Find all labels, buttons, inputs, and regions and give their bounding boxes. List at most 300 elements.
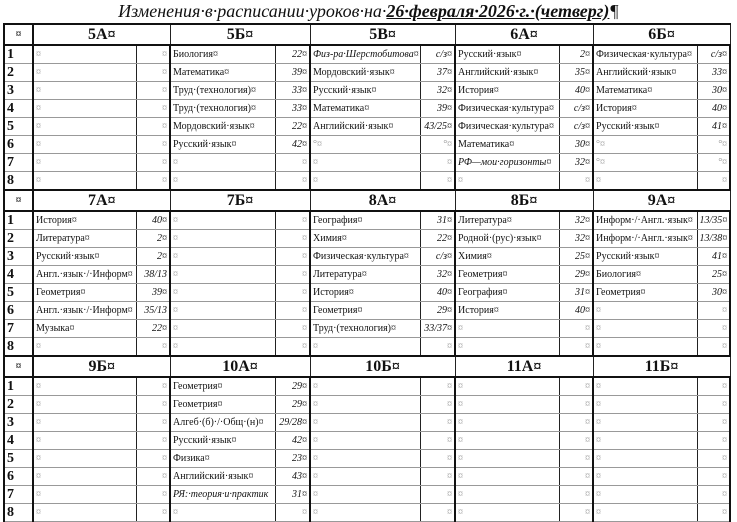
room-cell[interactable]: 23¤ — [275, 450, 310, 468]
subject-cell[interactable]: Физика¤ — [170, 450, 275, 468]
subject-cell[interactable]: ¤ — [170, 172, 275, 191]
room-cell[interactable]: ¤ — [420, 396, 455, 414]
lesson-number: 6 — [4, 136, 33, 154]
subject-cell[interactable]: Физическая·культура¤ — [310, 248, 420, 266]
subject-cell[interactable]: Русский·язык¤ — [455, 45, 559, 64]
room-cell[interactable]: 13/35¤ — [697, 211, 730, 230]
room-cell[interactable]: ¤ — [275, 230, 310, 248]
subject-cell[interactable]: Математика¤ — [593, 82, 697, 100]
lesson-row — [4, 266, 730, 284]
class-header: 9А¤ — [593, 190, 730, 211]
room-cell[interactable]: ¤ — [136, 45, 170, 64]
subject-cell[interactable]: Литература¤ — [455, 211, 559, 230]
room-cell[interactable]: ¤ — [136, 172, 170, 191]
room-cell[interactable]: ¤ — [275, 154, 310, 172]
subject-cell[interactable]: ¤ — [455, 450, 559, 468]
subject-cell[interactable]: РЯ:·теория·и·практик — [170, 486, 275, 504]
room-cell[interactable]: ¤ — [559, 504, 593, 522]
room-cell[interactable]: ¤ — [697, 396, 730, 414]
room-cell[interactable]: ¤ — [136, 414, 170, 432]
subject-cell[interactable]: Русский·язык¤ — [310, 82, 420, 100]
room-cell[interactable]: °¤ — [697, 136, 730, 154]
subject-cell[interactable]: ¤ — [310, 468, 420, 486]
lesson-number: 2 — [4, 64, 33, 82]
room-cell[interactable]: ¤ — [559, 377, 593, 396]
subject-cell[interactable]: ¤ — [593, 320, 697, 338]
room-cell[interactable]: 13/38¤ — [697, 230, 730, 248]
room-cell[interactable]: ¤ — [275, 211, 310, 230]
room-cell[interactable]: 33¤ — [697, 64, 730, 82]
room-cell[interactable]: ¤ — [697, 338, 730, 357]
subject-cell[interactable]: История¤ — [455, 302, 559, 320]
room-cell[interactable]: ¤ — [136, 504, 170, 522]
lesson-row — [4, 136, 730, 154]
lesson-row — [4, 211, 730, 230]
lesson-number: 1 — [4, 45, 33, 64]
subject-cell[interactable]: Физ-ра·Шерстобитова¤ — [310, 45, 420, 64]
subject-cell[interactable]: ¤ — [33, 338, 136, 357]
subject-cell[interactable]: Математика¤ — [310, 100, 420, 118]
room-cell[interactable]: 2¤ — [559, 45, 593, 64]
lesson-row — [4, 320, 730, 338]
page-title — [0, 0, 737, 24]
subject-cell[interactable]: ¤ — [593, 450, 697, 468]
class-header: 6А¤ — [455, 24, 593, 45]
lesson-number: 2 — [4, 230, 33, 248]
room-cell[interactable]: 35¤ — [559, 64, 593, 82]
subject-cell[interactable]: Биология¤ — [170, 45, 275, 64]
lesson-number: 5 — [4, 284, 33, 302]
room-cell[interactable]: с/з¤ — [420, 45, 455, 64]
room-cell[interactable]: 40¤ — [136, 211, 170, 230]
subject-cell[interactable]: ¤ — [593, 414, 697, 432]
class-header-row — [4, 356, 730, 377]
subject-cell[interactable]: Русский·язык¤ — [33, 248, 136, 266]
room-cell[interactable]: ¤ — [697, 468, 730, 486]
subject-cell[interactable]: Английский·язык¤ — [455, 64, 559, 82]
corner-cell: ¤ — [4, 356, 33, 377]
subject-cell[interactable]: Математика¤ — [455, 136, 559, 154]
lesson-number: 1 — [4, 377, 33, 396]
subject-cell[interactable]: ¤ — [33, 64, 136, 82]
subject-cell[interactable]: Геометрия¤ — [170, 377, 275, 396]
subject-cell[interactable]: Англ.·язык·/·Информ¤ — [33, 302, 136, 320]
subject-cell[interactable]: Геометрия¤ — [170, 396, 275, 414]
subject-cell[interactable]: ¤ — [33, 82, 136, 100]
room-cell[interactable]: 22¤ — [275, 45, 310, 64]
subject-cell[interactable]: ¤ — [33, 100, 136, 118]
subject-cell[interactable]: Труд·(технология)¤ — [170, 82, 275, 100]
room-cell[interactable]: ¤ — [136, 64, 170, 82]
room-cell[interactable]: 22¤ — [275, 118, 310, 136]
room-cell[interactable]: 32¤ — [559, 230, 593, 248]
room-cell[interactable]: ¤ — [559, 450, 593, 468]
subject-cell[interactable]: Английский·язык¤ — [310, 118, 420, 136]
room-cell[interactable]: 38/13 — [136, 266, 170, 284]
lesson-number: 7 — [4, 486, 33, 504]
subject-cell[interactable]: История¤ — [33, 211, 136, 230]
subject-cell[interactable]: ¤ — [170, 302, 275, 320]
subject-cell[interactable]: ¤ — [593, 172, 697, 191]
subject-cell[interactable]: ¤ — [310, 414, 420, 432]
room-cell[interactable]: 25¤ — [697, 266, 730, 284]
room-cell[interactable]: °¤ — [697, 154, 730, 172]
lesson-row — [4, 248, 730, 266]
subject-cell[interactable]: ¤ — [455, 504, 559, 522]
room-cell[interactable]: ¤ — [420, 504, 455, 522]
subject-cell[interactable]: Литература¤ — [33, 230, 136, 248]
subject-cell[interactable]: Биология¤ — [593, 266, 697, 284]
subject-cell[interactable]: ¤ — [170, 266, 275, 284]
class-header: 9Б¤ — [33, 356, 170, 377]
room-cell[interactable]: ¤ — [697, 504, 730, 522]
room-cell[interactable]: 30¤ — [697, 284, 730, 302]
room-cell[interactable]: ¤ — [697, 377, 730, 396]
subject-cell[interactable]: География¤ — [310, 211, 420, 230]
subject-cell[interactable]: Труд·(технология)¤ — [170, 100, 275, 118]
subject-cell[interactable]: Информ·/·Англ.·язык¤ — [593, 230, 697, 248]
subject-cell[interactable]: Физическая·культура¤ — [593, 45, 697, 64]
title-date: 26·февраля·2026·г.·(четверг) — [386, 1, 610, 21]
subject-cell[interactable]: ¤ — [593, 432, 697, 450]
room-cell[interactable]: ¤ — [136, 136, 170, 154]
lesson-number: 1 — [4, 211, 33, 230]
subject-cell[interactable]: Русский·язык¤ — [170, 432, 275, 450]
subject-cell[interactable]: ¤ — [310, 504, 420, 522]
subject-cell[interactable]: История¤ — [455, 82, 559, 100]
room-cell[interactable]: 29¤ — [275, 377, 310, 396]
subject-cell[interactable]: °¤ — [593, 136, 697, 154]
lesson-number: 4 — [4, 266, 33, 284]
schedule-table — [3, 23, 731, 522]
room-cell[interactable]: 35/13 — [136, 302, 170, 320]
room-cell[interactable]: ¤ — [275, 172, 310, 191]
room-cell[interactable]: 22¤ — [136, 320, 170, 338]
room-cell[interactable]: 29¤ — [420, 302, 455, 320]
lesson-number: 7 — [4, 154, 33, 172]
room-cell[interactable]: ¤ — [420, 377, 455, 396]
room-cell[interactable]: 25¤ — [559, 248, 593, 266]
room-cell[interactable]: 40¤ — [697, 100, 730, 118]
room-cell[interactable]: 31¤ — [275, 486, 310, 504]
subject-cell[interactable]: ¤ — [33, 414, 136, 432]
room-cell[interactable]: 29/28¤ — [275, 414, 310, 432]
pilcrow-mark: ¶ — [609, 1, 619, 21]
class-header-row — [4, 24, 730, 45]
subject-cell[interactable]: ¤ — [310, 486, 420, 504]
room-cell[interactable]: ¤ — [136, 118, 170, 136]
room-cell[interactable]: ¤ — [136, 486, 170, 504]
room-cell[interactable]: ¤ — [420, 468, 455, 486]
subject-cell[interactable]: ¤ — [455, 468, 559, 486]
subject-cell[interactable]: ¤ — [33, 377, 136, 396]
room-cell[interactable]: 31¤ — [559, 284, 593, 302]
subject-cell[interactable]: Химия¤ — [310, 230, 420, 248]
subject-cell[interactable]: ¤ — [33, 504, 136, 522]
lesson-row — [4, 154, 730, 172]
room-cell[interactable]: ¤ — [136, 432, 170, 450]
subject-cell[interactable]: ¤ — [33, 396, 136, 414]
class-header: 5А¤ — [33, 24, 170, 45]
subject-cell[interactable]: ¤ — [33, 486, 136, 504]
subject-cell[interactable]: Английский·язык¤ — [593, 64, 697, 82]
subject-cell[interactable]: Русский·язык¤ — [593, 248, 697, 266]
class-header: 10А¤ — [170, 356, 310, 377]
room-cell[interactable]: ¤ — [697, 432, 730, 450]
class-header: 11Б¤ — [593, 356, 730, 377]
room-cell[interactable]: 40¤ — [559, 302, 593, 320]
subject-cell[interactable]: ¤ — [310, 338, 420, 357]
room-cell[interactable]: 43¤ — [275, 468, 310, 486]
subject-cell[interactable]: История¤ — [593, 100, 697, 118]
room-cell[interactable]: ¤ — [136, 450, 170, 468]
lesson-row — [4, 396, 730, 414]
room-cell[interactable]: 31¤ — [420, 211, 455, 230]
room-cell[interactable]: 43/25¤ — [420, 118, 455, 136]
lesson-number: 6 — [4, 468, 33, 486]
lesson-number: 2 — [4, 396, 33, 414]
subject-cell[interactable]: ¤ — [33, 118, 136, 136]
room-cell[interactable]: 32¤ — [420, 266, 455, 284]
room-cell[interactable]: ¤ — [275, 284, 310, 302]
room-cell[interactable]: ¤ — [559, 468, 593, 486]
room-cell[interactable]: 30¤ — [559, 136, 593, 154]
subject-cell[interactable]: Физическая·культура¤ — [455, 118, 559, 136]
room-cell[interactable]: 30¤ — [697, 82, 730, 100]
subject-cell[interactable]: ¤ — [455, 172, 559, 191]
room-cell[interactable]: 40¤ — [559, 82, 593, 100]
room-cell[interactable]: ¤ — [275, 338, 310, 357]
room-cell[interactable]: 29¤ — [275, 396, 310, 414]
subject-cell[interactable]: Родной·(рус)·язык¤ — [455, 230, 559, 248]
room-cell[interactable]: ¤ — [697, 450, 730, 468]
subject-cell[interactable]: ¤ — [593, 504, 697, 522]
subject-cell[interactable]: ¤ — [170, 230, 275, 248]
subject-cell[interactable]: Физическая·культура¤ — [455, 100, 559, 118]
room-cell[interactable]: 2¤ — [136, 230, 170, 248]
subject-cell[interactable]: ¤ — [455, 414, 559, 432]
subject-cell[interactable]: Английский·язык¤ — [170, 468, 275, 486]
room-cell[interactable]: 33¤ — [275, 100, 310, 118]
subject-cell[interactable]: ¤ — [310, 450, 420, 468]
subject-cell[interactable]: Русский·язык¤ — [593, 118, 697, 136]
subject-cell[interactable]: ¤ — [310, 377, 420, 396]
subject-cell[interactable]: ¤ — [170, 284, 275, 302]
room-cell[interactable]: ¤ — [136, 338, 170, 357]
lesson-row — [4, 118, 730, 136]
room-cell[interactable]: ¤ — [275, 504, 310, 522]
subject-cell[interactable]: Литература¤ — [310, 266, 420, 284]
room-cell[interactable]: ¤ — [420, 432, 455, 450]
room-cell[interactable]: ¤ — [697, 172, 730, 191]
lesson-row — [4, 230, 730, 248]
subject-cell[interactable]: ¤ — [33, 450, 136, 468]
room-cell[interactable]: ¤ — [697, 486, 730, 504]
room-cell[interactable]: с/з¤ — [697, 45, 730, 64]
lesson-row — [4, 45, 730, 64]
lesson-number: 6 — [4, 302, 33, 320]
subject-cell[interactable]: Математика¤ — [170, 64, 275, 82]
subject-cell[interactable]: Геометрия¤ — [593, 284, 697, 302]
subject-cell[interactable]: Геометрия¤ — [310, 302, 420, 320]
lesson-number: 8 — [4, 504, 33, 522]
subject-cell[interactable]: ¤ — [310, 172, 420, 191]
room-cell[interactable]: ¤ — [136, 82, 170, 100]
subject-cell[interactable]: Мордовский·язык¤ — [170, 118, 275, 136]
class-header: 8Б¤ — [455, 190, 593, 211]
lesson-row — [4, 82, 730, 100]
room-cell[interactable]: ¤ — [559, 172, 593, 191]
subject-cell[interactable]: ¤ — [310, 432, 420, 450]
room-cell[interactable]: 42¤ — [275, 432, 310, 450]
lesson-row — [4, 64, 730, 82]
room-cell[interactable]: 39¤ — [136, 284, 170, 302]
subject-cell[interactable]: Информ·/·Англ.·язык¤ — [593, 211, 697, 230]
subject-cell[interactable]: ¤ — [455, 320, 559, 338]
subject-cell[interactable]: ¤ — [170, 338, 275, 357]
subject-cell[interactable]: ¤ — [593, 302, 697, 320]
room-cell[interactable]: 32¤ — [559, 211, 593, 230]
lesson-row — [4, 432, 730, 450]
room-cell[interactable]: °¤ — [420, 136, 455, 154]
subject-cell[interactable]: ¤ — [170, 248, 275, 266]
class-header: 5В¤ — [310, 24, 455, 45]
lesson-number: 3 — [4, 414, 33, 432]
subject-cell[interactable]: ¤ — [455, 396, 559, 414]
subject-cell[interactable]: ¤ — [33, 154, 136, 172]
room-cell[interactable]: ¤ — [697, 302, 730, 320]
room-cell[interactable]: ¤ — [136, 154, 170, 172]
room-cell[interactable]: ¤ — [136, 100, 170, 118]
title-prefix: Изменения·в·расписании·уроков·на· — [118, 1, 387, 21]
subject-cell[interactable]: °¤ — [310, 136, 420, 154]
subject-cell[interactable]: ¤ — [593, 396, 697, 414]
subject-cell[interactable]: Химия¤ — [455, 248, 559, 266]
room-cell[interactable]: с/з¤ — [420, 248, 455, 266]
subject-cell[interactable]: Геометрия¤ — [455, 266, 559, 284]
lesson-row — [4, 450, 730, 468]
class-header: 7А¤ — [33, 190, 170, 211]
subject-cell[interactable]: ¤ — [310, 154, 420, 172]
room-cell[interactable]: ¤ — [275, 266, 310, 284]
room-cell[interactable]: ¤ — [420, 486, 455, 504]
lesson-row — [4, 338, 730, 357]
room-cell[interactable]: ¤ — [136, 396, 170, 414]
subject-cell[interactable]: ¤ — [310, 396, 420, 414]
subject-cell[interactable]: ¤ — [593, 468, 697, 486]
lesson-number: 3 — [4, 82, 33, 100]
subject-cell[interactable]: ¤ — [455, 377, 559, 396]
room-cell[interactable]: ¤ — [559, 396, 593, 414]
room-cell[interactable]: ¤ — [420, 450, 455, 468]
room-cell[interactable]: 32¤ — [559, 154, 593, 172]
room-cell[interactable]: 41¤ — [697, 118, 730, 136]
lesson-number: 4 — [4, 432, 33, 450]
room-cell[interactable]: 32¤ — [420, 82, 455, 100]
room-cell[interactable]: 29¤ — [559, 266, 593, 284]
subject-cell[interactable]: ¤ — [593, 486, 697, 504]
class-header: 10Б¤ — [310, 356, 455, 377]
subject-cell[interactable]: ¤ — [455, 338, 559, 357]
room-cell[interactable]: ¤ — [420, 414, 455, 432]
room-cell[interactable]: ¤ — [136, 377, 170, 396]
room-cell[interactable]: ¤ — [697, 414, 730, 432]
room-cell[interactable]: 40¤ — [420, 284, 455, 302]
lesson-row — [4, 284, 730, 302]
room-cell[interactable]: ¤ — [420, 154, 455, 172]
room-cell[interactable]: ¤ — [559, 338, 593, 357]
room-cell[interactable]: ¤ — [275, 302, 310, 320]
subject-cell[interactable]: °¤ — [593, 154, 697, 172]
room-cell[interactable]: ¤ — [275, 320, 310, 338]
subject-cell[interactable]: ¤ — [593, 338, 697, 357]
subject-cell[interactable]: ¤ — [33, 432, 136, 450]
subject-cell[interactable]: ¤ — [593, 377, 697, 396]
room-cell[interactable]: 39¤ — [275, 64, 310, 82]
room-cell[interactable]: ¤ — [559, 432, 593, 450]
room-cell[interactable]: ¤ — [559, 486, 593, 504]
room-cell[interactable]: 42¤ — [275, 136, 310, 154]
room-cell[interactable]: 37¤ — [420, 64, 455, 82]
room-cell[interactable]: ¤ — [559, 414, 593, 432]
room-cell[interactable]: ¤ — [420, 338, 455, 357]
subject-cell[interactable]: ¤ — [33, 172, 136, 191]
subject-cell[interactable]: География¤ — [455, 284, 559, 302]
subject-cell[interactable]: ¤ — [455, 486, 559, 504]
lesson-row — [4, 486, 730, 504]
class-header: 8А¤ — [310, 190, 455, 211]
lesson-row — [4, 504, 730, 522]
subject-cell[interactable]: Англ.·язык·/·Информ¤ — [33, 266, 136, 284]
room-cell[interactable]: 41¤ — [697, 248, 730, 266]
subject-cell[interactable]: История¤ — [310, 284, 420, 302]
room-cell[interactable]: с/з¤ — [559, 118, 593, 136]
subject-cell[interactable]: Мордовский·язык¤ — [310, 64, 420, 82]
room-cell[interactable]: с/з¤ — [559, 100, 593, 118]
subject-cell[interactable]: ¤ — [170, 211, 275, 230]
room-cell[interactable]: ¤ — [275, 248, 310, 266]
lesson-row — [4, 172, 730, 191]
subject-cell[interactable]: ¤ — [33, 45, 136, 64]
subject-cell[interactable]: ¤ — [170, 320, 275, 338]
room-cell[interactable]: 2¤ — [136, 248, 170, 266]
room-cell[interactable]: 33/37¤ — [420, 320, 455, 338]
subject-cell[interactable]: ¤ — [33, 468, 136, 486]
subject-cell[interactable]: ¤ — [455, 432, 559, 450]
room-cell[interactable]: 22¤ — [420, 230, 455, 248]
room-cell[interactable]: ¤ — [559, 320, 593, 338]
subject-cell[interactable]: ¤ — [170, 504, 275, 522]
room-cell[interactable]: ¤ — [136, 468, 170, 486]
subject-cell[interactable]: Русский·язык¤ — [170, 136, 275, 154]
subject-cell[interactable]: Алгеб·(б)·/·Общ·(н)¤ — [170, 414, 275, 432]
lesson-number: 4 — [4, 100, 33, 118]
subject-cell[interactable]: Музыка¤ — [33, 320, 136, 338]
room-cell[interactable]: 33¤ — [275, 82, 310, 100]
subject-cell[interactable]: РФ—мои·горизонты¤ — [455, 154, 559, 172]
subject-cell[interactable]: ¤ — [170, 154, 275, 172]
lesson-row — [4, 100, 730, 118]
room-cell[interactable]: ¤ — [697, 320, 730, 338]
lesson-row — [4, 302, 730, 320]
subject-cell[interactable]: ¤ — [33, 136, 136, 154]
subject-cell[interactable]: Геометрия¤ — [33, 284, 136, 302]
lesson-number: 7 — [4, 320, 33, 338]
room-cell[interactable]: 39¤ — [420, 100, 455, 118]
corner-cell: ¤ — [4, 190, 33, 211]
room-cell[interactable]: ¤ — [420, 172, 455, 191]
subject-cell[interactable]: Труд·(технология)¤ — [310, 320, 420, 338]
